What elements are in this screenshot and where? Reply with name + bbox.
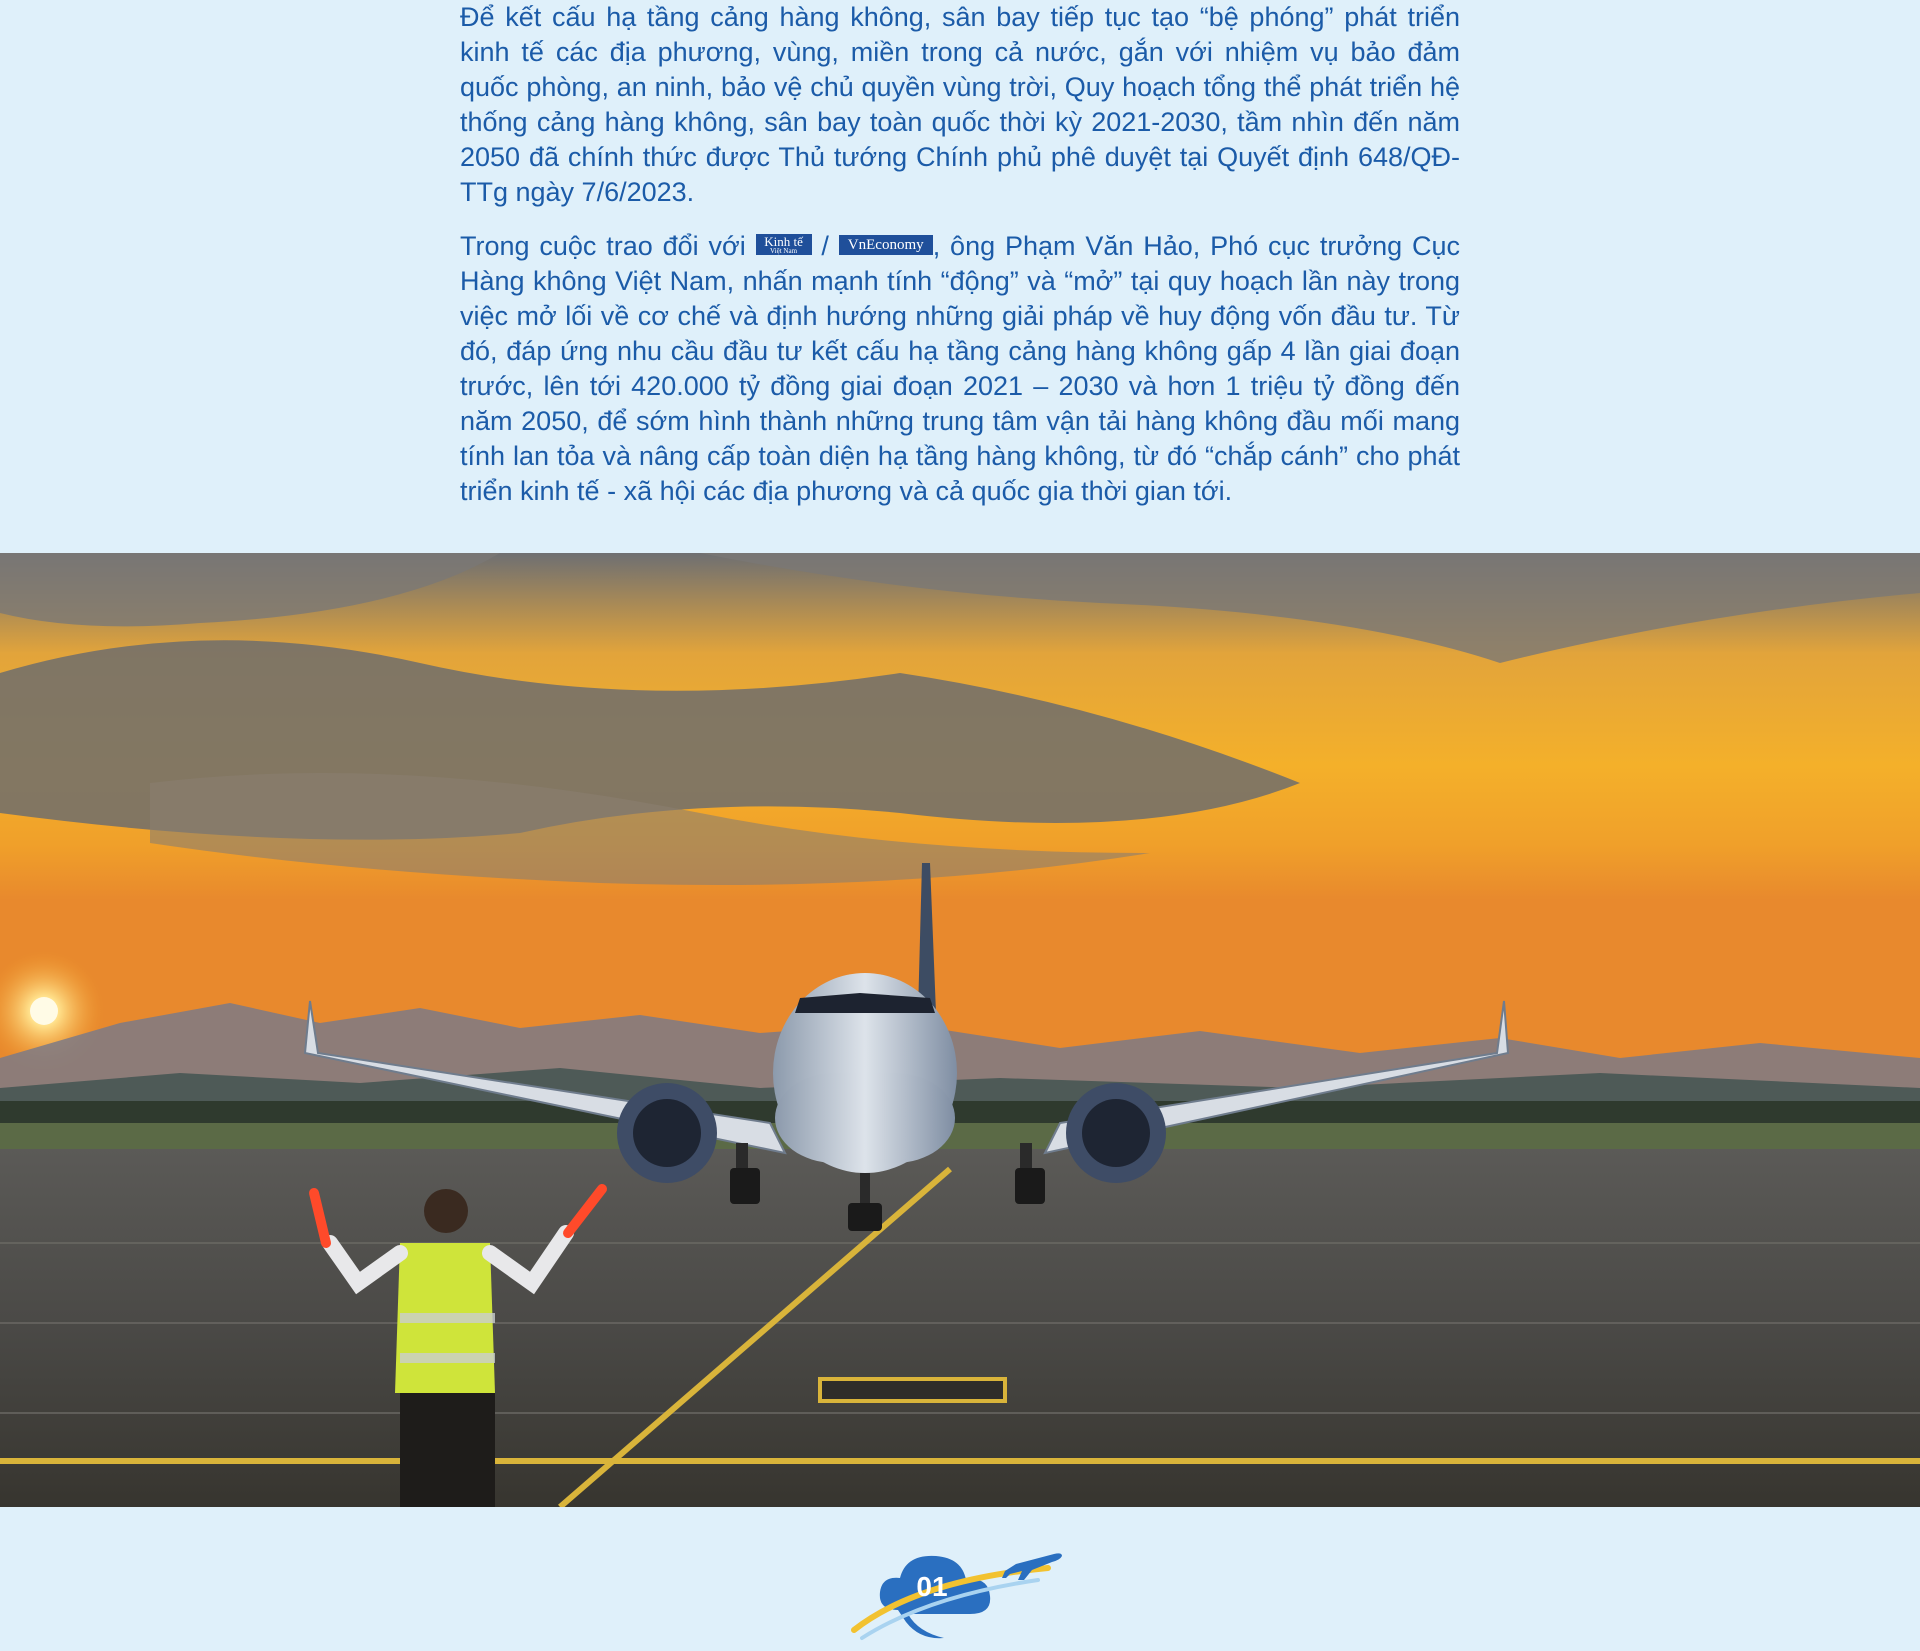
paragraph-2 xyxy=(460,229,1460,509)
badge-separator: / xyxy=(811,231,839,261)
kinh-te-logo-text: Kinh tế xyxy=(764,234,803,250)
airport-sunset-photo xyxy=(0,553,1920,1507)
paragraph-2-intro: Trong cuộc trao đổi với xyxy=(460,231,756,261)
section-logo xyxy=(848,1540,1068,1650)
kinh-te-logo-subtext: Việt Nam xyxy=(770,247,798,256)
airplane-icon xyxy=(1002,1553,1062,1580)
kinh-te-logo[interactable] xyxy=(756,234,812,255)
paragraph-2-body: , ông Phạm Văn Hảo, Phó cục trưởng Cục Hàng không Việt Nam, nhấn mạnh tính “động” và “mở” tại quy hoạch lần này trong việc mở lối về cơ chế và định hướng những giải pháp về huy động vốn đầu tư. Từ đó, đáp ứng nhu cầu đầu tư kết cấu hạ tầng cảng hàng không gấp 4 lần giai đoạn trước, lên tới 420.000 tỷ đồng giai đoạn 2021 – 2030 và hơn 1 triệu tỷ đồng đến năm 2050, để sớm hình thành những trung tâm vận tải hàng không đầu mối mang tính lan tỏa và nâng cấp toàn diện hạ tầng hàng không, từ đó “chắp cánh” cho phát triển kinh tế - xã hội các địa phương và cả quốc gia thời gian tới. xyxy=(460,231,1460,506)
paragraph-1: Để kết cấu hạ tầng cảng hàng không, sân bay tiếp tục tạo “bệ phóng” phát triển kinh tế các địa phương, vùng, miền trong cả nước, gắn với nhiệm vụ bảo đảm quốc phòng, an ninh, bảo vệ chủ quyền vùng trời, Quy hoạch tổng thể phát triển hệ thống cảng hàng không, sân bay toàn quốc thời kỳ 2021-2030, tầm nhìn đến năm 2050 đã chính thức được Thủ tướng Chính phủ phê duyệt tại Quyết định 648/QĐ-TTg ngày 7/6/2023. xyxy=(460,2,1460,207)
article-text xyxy=(460,0,1460,528)
vneconomy-logo[interactable]: VnEconomy xyxy=(839,235,933,255)
section-number: 01 xyxy=(916,1571,948,1602)
